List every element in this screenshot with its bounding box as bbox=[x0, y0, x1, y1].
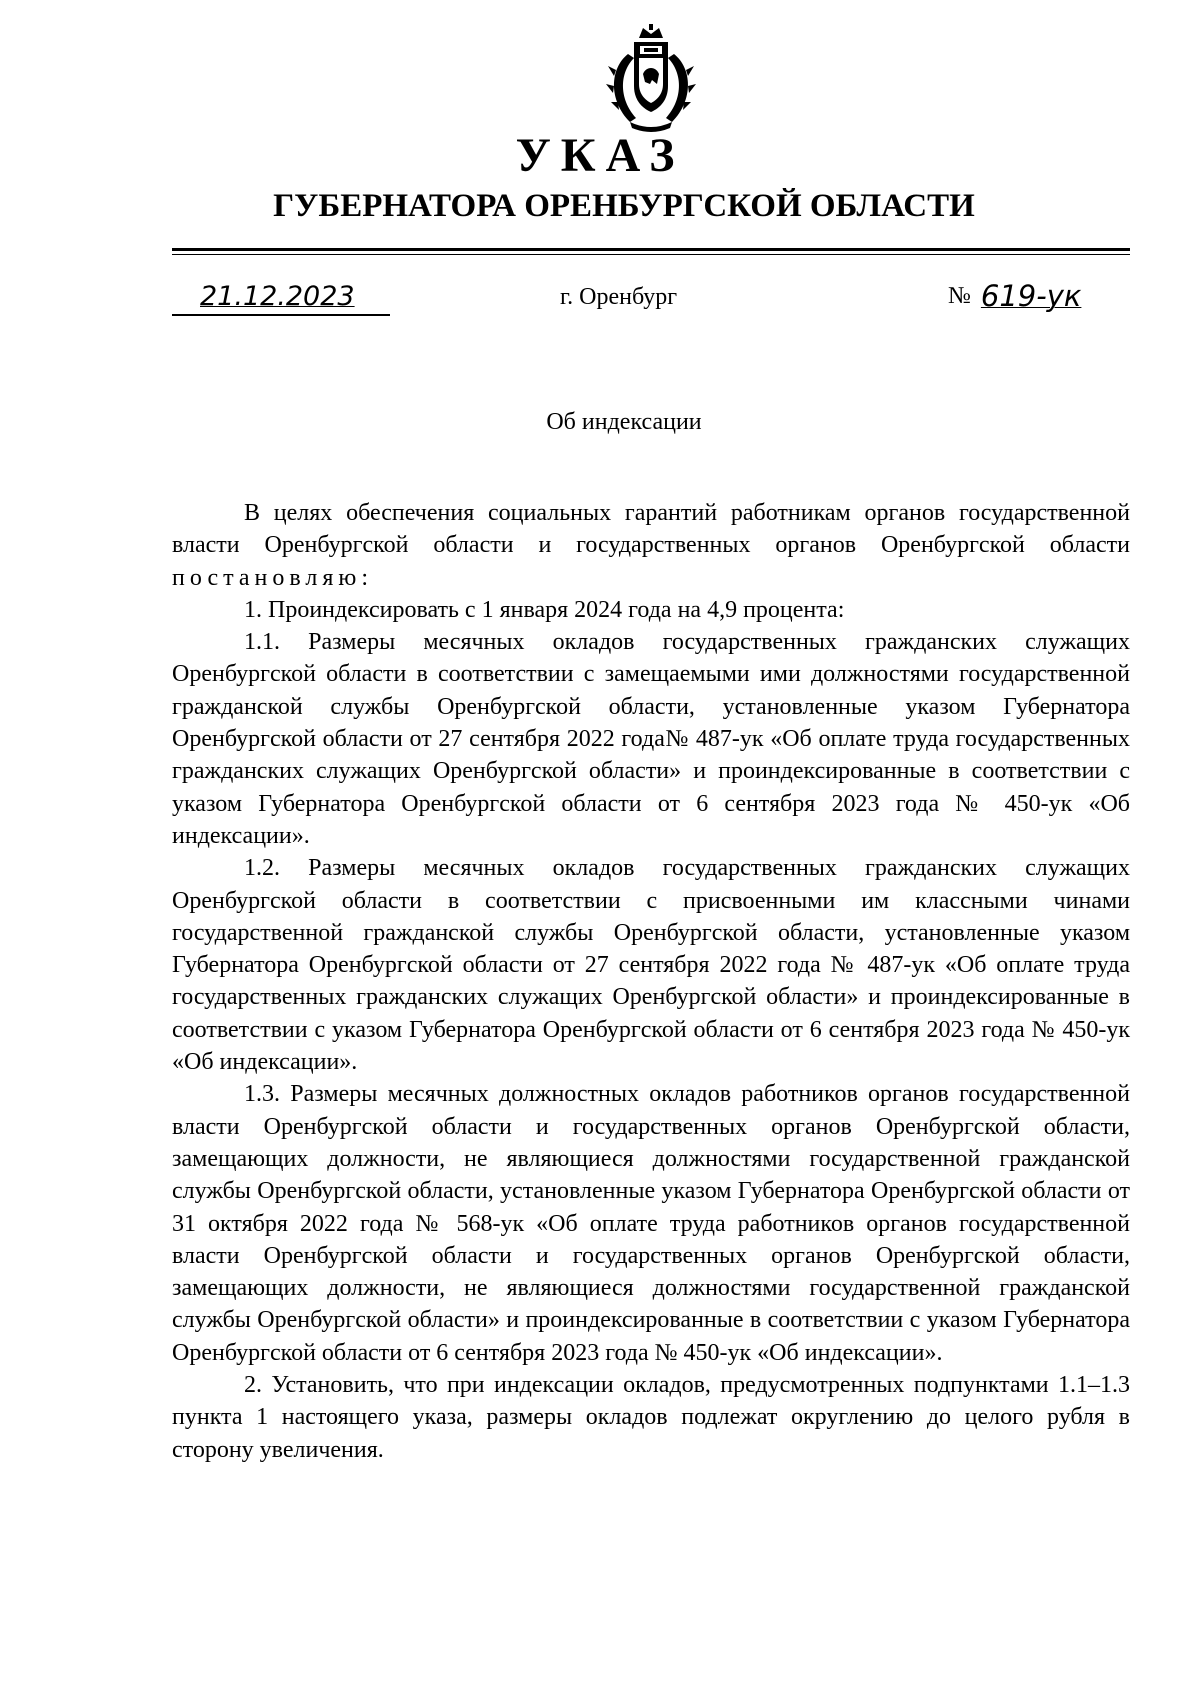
paragraph-2: 2. Установить, что при индексации окладов, предусмотренных подпунктами 1.1–1.3 пункта 1 настоящего указа, размеры окладов подлежат округлению до целого рубля в сторону увеличения. bbox=[172, 1372, 1130, 1463]
number-sign: № bbox=[948, 283, 971, 310]
resolve-word: постановляю: bbox=[172, 564, 373, 591]
number-value: 619-ук bbox=[980, 279, 1082, 314]
decree-number bbox=[948, 278, 1081, 313]
header-rule-thin bbox=[172, 254, 1130, 255]
decree-issuer: ГУБЕРНАТОРА ОРЕНБУРГСКОЙ ОБЛАСТИ bbox=[273, 188, 975, 224]
decree-date: 21.12.2023 bbox=[200, 281, 355, 312]
paragraph-1-3: 1.3. Размеры месячных должностных окладов работников органов государственной власти Оренбургской области и государственных органов Оренбургской области, замещающих должности, не являющиеся должностями государственной гражданской службы Оренбургской области, установленные указом Губернатора Оренбургской области от 31 октября 2022 года № 568-ук «Об оплате труда работников органов государственной власти Оренбургской области и государственных органов Оренбургской области, замещающих должности, не являющиеся должностями государственной гражданской службы Оренбургской области» и проиндексированные в соответствии с указом Губернатора Оренбургской области от 6 сентября 2023 года № 450-ук «Об индексации». bbox=[172, 1081, 1130, 1366]
document-title: Об индексации bbox=[546, 409, 702, 435]
paragraph-1-2: 1.2. Размеры месячных окладов государственных гражданских служащих Оренбургской области в соответствии с присвоенными им классными чинами государственной гражданской службы Оренбургской области, установленные указом Губернатора Оренбургской области от 27 сентября 2022 года № 487-ук «Об оплате труда государственных гражданских служащих Оренбургской области» и проиндексированные в соответствии с указом Губернатора Оренбургской области от 6 сентября 2023 года № 450-ук «Об индексации». bbox=[172, 855, 1130, 1076]
decree-city: г. Оренбург bbox=[560, 284, 678, 310]
decree-heading: УКАЗ bbox=[515, 129, 685, 182]
header-rule-thick bbox=[172, 248, 1130, 251]
decree-body bbox=[172, 497, 1130, 1466]
paragraph-1: 1. Проиндексировать с 1 января 2024 года на 4,9 процента: bbox=[244, 596, 845, 623]
paragraph-1-1: 1.1. Размеры месячных окладов государственных гражданских служащих Оренбургской области в соответствии с замещаемыми ими должностями государственной гражданской службы Оренбургской области, установленные указом Губернатора Оренбургской области от 27 сентября 2022 года№ 487-ук «Об оплате труда государственных гражданских служащих Оренбургской области» и проиндексированные в соответствии с указом Губернатора Оренбургской области от 6 сентября 2023 года № 450-ук «Об индексации». bbox=[172, 629, 1130, 849]
coat-of-arms-emblem bbox=[606, 24, 696, 132]
date-underline bbox=[172, 314, 390, 316]
intro-text: В целях обеспечения социальных гарантий работникам органов государственной власти Оренбургской области и государственных органов Оренбургской области bbox=[172, 500, 1130, 559]
intro-paragraph bbox=[172, 497, 1130, 594]
